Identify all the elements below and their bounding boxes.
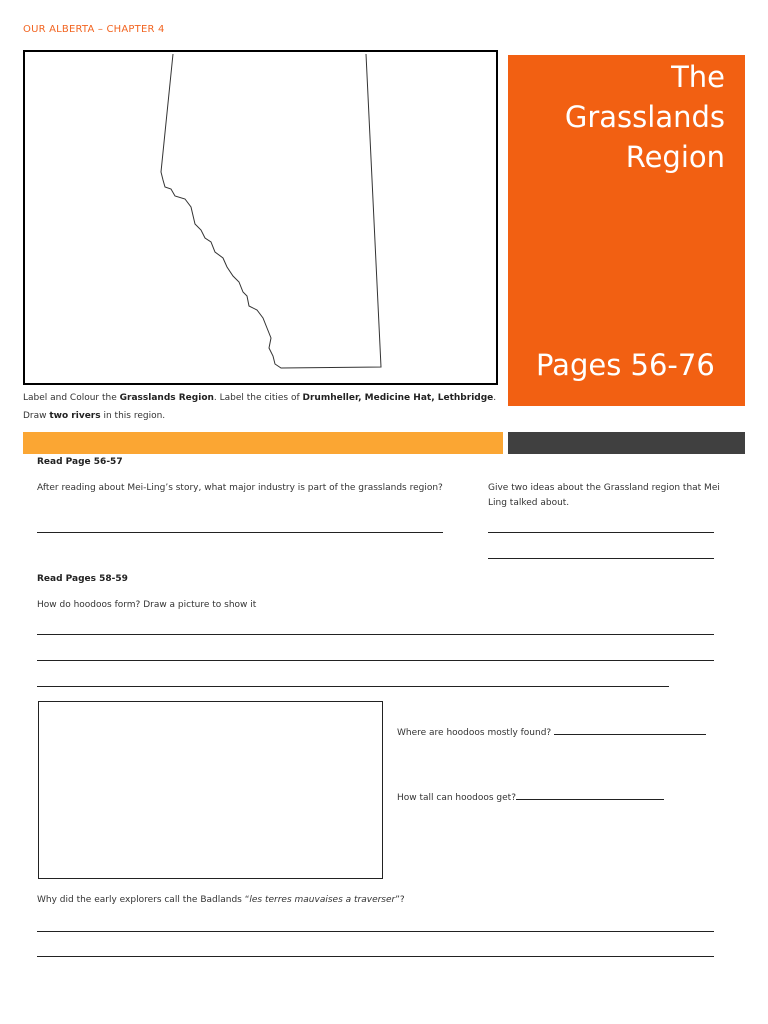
tall-label: How tall can hoodoos get? <box>397 793 516 803</box>
instr-text: Label and Colour the <box>23 393 120 403</box>
instr-bold-rivers: two rivers <box>49 411 101 421</box>
title-line-1: The <box>671 60 725 94</box>
answer-line-idea-2[interactable] <box>488 558 714 559</box>
title-line-2: Grasslands <box>564 100 725 134</box>
answer-line-hoodoo-3[interactable] <box>37 686 669 687</box>
question-where-hoodoos <box>397 726 706 741</box>
alberta-outline-map <box>25 52 496 383</box>
section1-heading: Read Page 56-57 <box>37 457 123 467</box>
section1-question-ideas: Give two ideas about the Grassland region that Mei Ling talked about. <box>488 483 720 508</box>
title-panel <box>508 55 745 406</box>
region-title <box>525 57 725 177</box>
alberta-border <box>161 54 381 368</box>
divider-bar-dark <box>508 432 745 454</box>
instr-bold-region: Grasslands Region <box>119 393 214 403</box>
instr-text: in this region. <box>100 411 166 421</box>
badlands-text: Why did the early explorers call the Badlands “ <box>37 895 250 905</box>
instr-bold-cities: Drumheller, Medicine Hat, Lethbridge <box>302 393 494 403</box>
title-line-3: Region <box>625 140 725 174</box>
pages-range: Pages 56-76 <box>536 348 715 382</box>
badlands-text-end: ”? <box>395 895 405 905</box>
answer-line-badlands-1[interactable] <box>37 931 714 932</box>
answer-blank-tall[interactable] <box>516 791 664 800</box>
answer-line-idea-1[interactable] <box>488 532 714 533</box>
chapter-header: OUR ALBERTA – CHAPTER 4 <box>23 24 165 35</box>
answer-line-badlands-2[interactable] <box>37 956 714 957</box>
answer-line-hoodoo-1[interactable] <box>37 634 714 635</box>
map-instructions <box>23 389 503 425</box>
question-how-tall <box>397 791 664 806</box>
hoodoo-drawing-box[interactable] <box>38 701 383 879</box>
where-label: Where are hoodoos mostly found? <box>397 728 552 738</box>
section2-heading: Read Pages 58-59 <box>37 574 128 584</box>
section1-question-industry: After reading about Mei-Ling’s story, what major industry is part of the grasslands region? <box>37 483 443 493</box>
instr-text: . <box>493 393 497 403</box>
answer-line-hoodoo-2[interactable] <box>37 660 714 661</box>
question-badlands <box>37 893 405 908</box>
alberta-map-box[interactable] <box>23 50 498 385</box>
answer-line-industry[interactable] <box>37 532 443 533</box>
answer-blank-where[interactable] <box>554 726 706 735</box>
divider-bar-orange <box>23 432 503 454</box>
badlands-french-phrase: les terres mauvaises a traverser <box>249 895 396 905</box>
instr-text: . Label the cities of <box>213 393 303 403</box>
section2-question-hoodoos: How do hoodoos form? Draw a picture to show it <box>37 600 257 610</box>
instr-text: Draw <box>23 411 50 421</box>
